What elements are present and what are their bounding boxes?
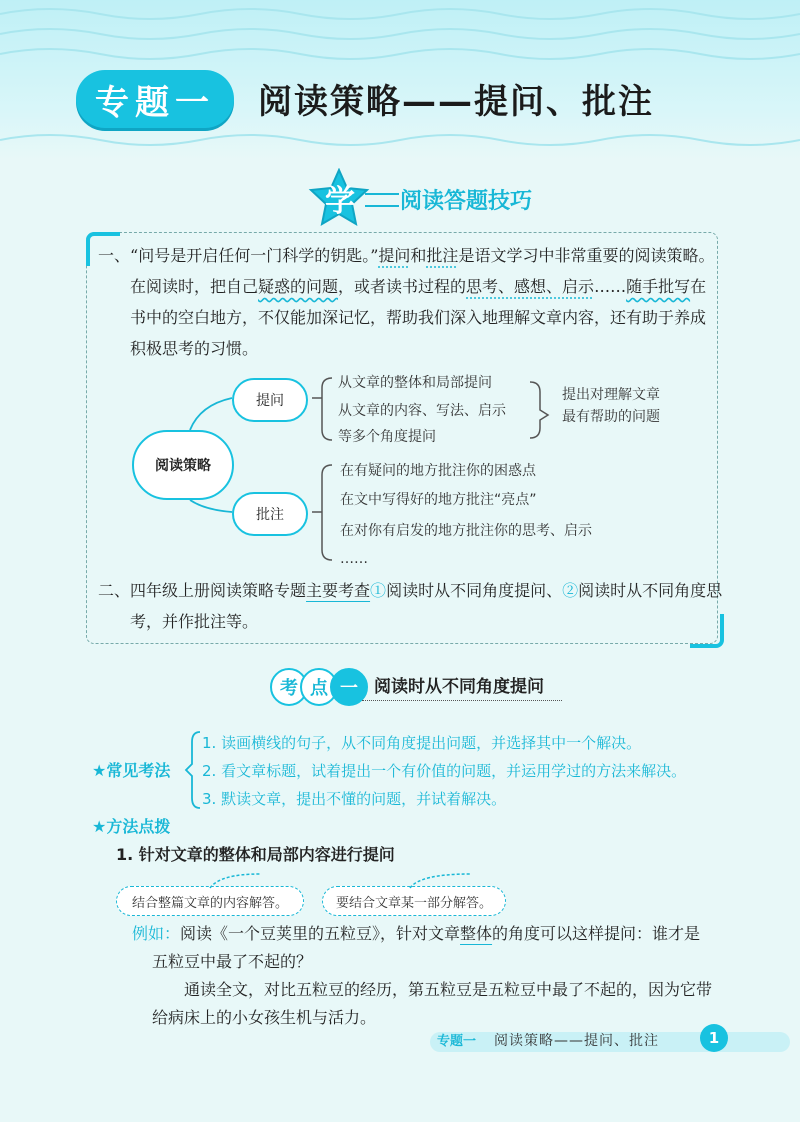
- intro-line-1: 一、“问号是开启任何一门科学的钥匙。”提问和批注是语文学习中非常重要的阅读策略。: [98, 246, 715, 265]
- diagram-question-result: 提出对理解文章: [562, 387, 660, 403]
- footer-title: 阅读策略——提问、批注: [494, 1033, 659, 1049]
- method-heading: 1. 针对文章的整体和局部内容进行提问: [116, 845, 395, 864]
- common-brace: [182, 728, 202, 812]
- box-corner-decoration: [690, 614, 724, 648]
- diagram-question-item: 等多个角度提问: [338, 429, 436, 445]
- diagram-node-question: 提问: [232, 378, 308, 422]
- common-item: 1. 读画横线的句子，从不同角度提出问题，并选择其中一个解决。: [202, 734, 642, 752]
- diagram-question-result: 最有帮助的问题: [562, 409, 660, 425]
- kaodian-char: 点: [300, 668, 338, 706]
- answer-line-1: 通读全文，对比五粒豆的经历，第五粒豆是五粒豆中最了不起的，因为它带: [184, 980, 713, 999]
- kaodian-title: 阅读时从不同角度提问: [374, 677, 544, 697]
- example-line-1: 例如：阅读《一个豆荚里的五粒豆》，针对文章整体的角度可以这样提问：谁才是: [132, 924, 701, 943]
- method-label: ★方法点拨: [92, 817, 171, 836]
- diagram-annotate-item: 在有疑问的地方批注你的困惑点: [340, 463, 536, 479]
- diagram-center-cloud: 阅读策略: [132, 430, 234, 500]
- common-item: 2. 看文章标题，试着提出一个有价值的问题，并运用学过的方法来解决。: [202, 762, 687, 780]
- section-star-char: 学: [325, 184, 355, 219]
- topic-badge: 专题一: [76, 70, 234, 128]
- page-number: 1: [700, 1024, 728, 1052]
- page-title: 阅读策略——提问、批注: [258, 82, 654, 122]
- intro-point-2: 二、四年级上册阅读策略专题主要考查①阅读时从不同角度提问、②阅读时从不同角度思: [98, 581, 723, 600]
- answer-line-2: 给病床上的小女孩生机与活力。: [152, 1008, 377, 1027]
- diagram-question-item: 从文章的整体和局部提问: [338, 375, 492, 391]
- hint-connector: [200, 870, 500, 894]
- intro-line-3: 书中的空白地方，不仅能加深记忆，帮助我们深入地理解文章内容，还有助于养成: [130, 308, 707, 327]
- section-divider: [365, 193, 399, 207]
- diagram-question-item: 从文章的内容、写法、启示: [338, 403, 506, 419]
- example-line-2: 五粒豆中最了不起的？: [152, 952, 313, 971]
- intro-point-2-cont: 考，并作批注等。: [130, 612, 259, 631]
- diagram-annotate-item: 在对你有启发的地方批注你的思考、启示: [340, 523, 592, 539]
- diagram-node-annotate: 批注: [232, 492, 308, 536]
- hint-pill: 结合整篇文章的内容解答。: [116, 886, 304, 916]
- diagram-annotate-item: ……: [340, 551, 368, 567]
- section-title: 阅读答题技巧: [400, 189, 533, 214]
- kaodian-underline: [362, 700, 562, 701]
- kaodian-badge: [270, 668, 370, 704]
- intro-line-4: 积极思考的习惯。: [130, 339, 259, 358]
- common-label: ★常见考法: [92, 761, 171, 780]
- kaodian-char: 一: [330, 668, 368, 706]
- common-item: 3. 默读文章，提出不懂的问题，并试着解决。: [202, 790, 507, 808]
- diagram-annotate-item: 在文中写得好的地方批注“亮点”: [340, 492, 537, 508]
- hint-pill: 要结合文章某一部分解答。: [322, 886, 506, 916]
- footer-topic: 专题一: [437, 1034, 477, 1049]
- intro-line-2: 在阅读时，把自己疑惑的问题，或者读书过程的思考、感想、启示……随手批写在: [130, 277, 707, 296]
- kaodian-char: 考: [270, 668, 308, 706]
